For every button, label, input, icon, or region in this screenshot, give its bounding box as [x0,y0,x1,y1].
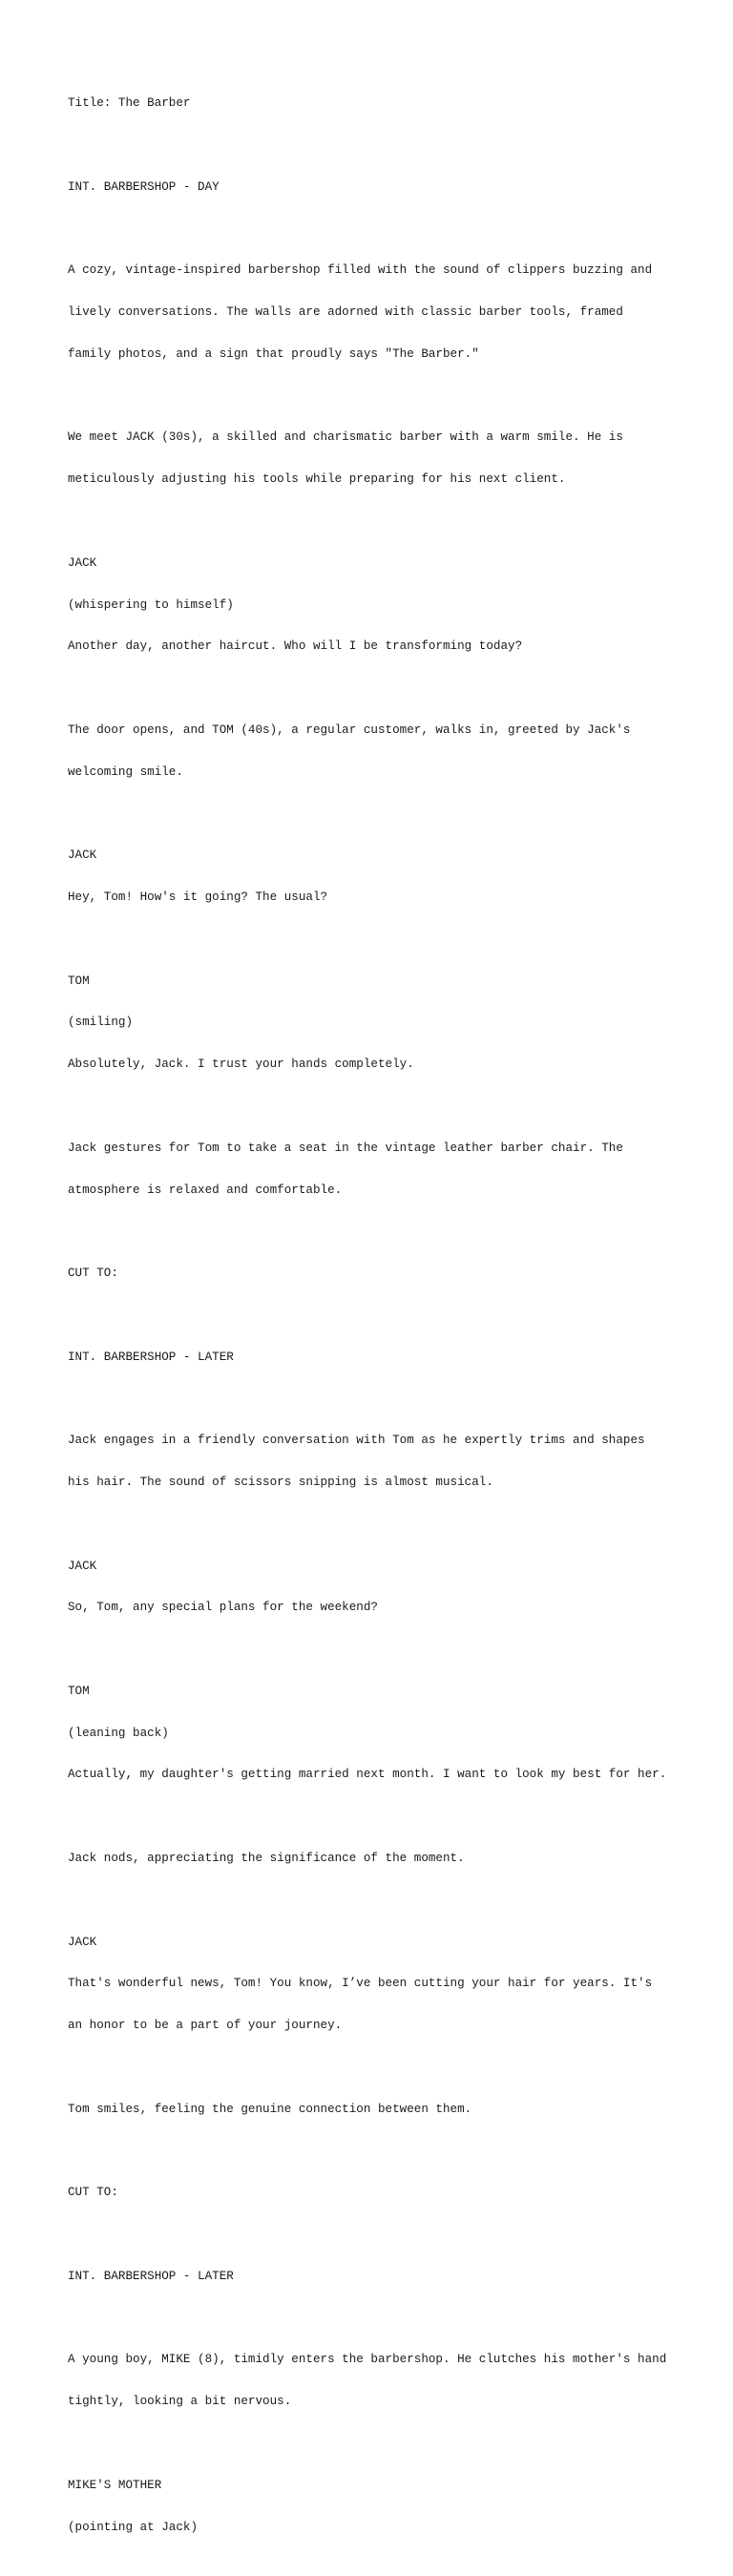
character-name: JACK [68,848,97,863]
dialogue-block [68,2451,717,2563]
dialogue-line: Actually, my daughter's getting married next month. I want to look my best for her. [68,1768,667,1782]
action-line: A young boy, MIKE (8), timidly enters the barbershop. He clutches his mother's hand [68,2353,667,2367]
dialogue-line: Another day, another haircut. Who will I be transforming today? [68,639,523,654]
action-paragraph [68,696,717,807]
action-paragraph [68,2325,717,2437]
character-name: MIKE'S MOTHER [68,2478,162,2492]
action-line: family photos, and a sign that proudly says "The Barber." [68,346,479,361]
action-line: lively conversations. The walls are adorned with classic barber tools, framed [68,305,623,320]
action-paragraph [68,2075,717,2145]
action-paragraph [68,1824,717,1894]
action-paragraph [68,1114,717,1225]
action-line: Tom smiles, feeling the genuine connection between them. [68,2102,472,2116]
action-line: atmosphere is relaxed and comfortable. [68,1183,343,1197]
action-line: welcoming smile. [68,764,183,779]
title-line [68,69,717,138]
transition [68,1239,717,1309]
character-name: JACK [68,555,97,570]
character-name: TOM [68,1684,90,1698]
action-line: Jack engages in a friendly conversation with Tom as he expertly trims and shapes [68,1434,645,1448]
dialogue-line: an honor to be a part of your journey. [68,2019,343,2033]
screenplay-text [68,69,717,2576]
character-name: TOM [68,974,90,988]
action-paragraph [68,236,717,389]
dialogue-line: Hey, Tom! How's it going? The usual? [68,890,328,905]
dialogue-line: So, Tom, any special plans for the weekend? [68,1601,378,1615]
title-text: Title: The Barber [68,96,191,111]
scene-heading [68,1322,717,1392]
parenthetical: (pointing at Jack) [68,2520,199,2534]
character-name: JACK [68,1559,97,1573]
dialogue-line: Absolutely, Jack. I trust your hands completely. [68,1058,414,1072]
dialogue-block [68,946,717,1100]
transition-text: CUT TO: [68,2186,118,2200]
transition-text: CUT TO: [68,1267,118,1281]
parenthetical: (whispering to himself) [68,597,234,612]
parenthetical: (smiling) [68,1016,134,1030]
scene-heading-text: INT. BARBERSHOP - LATER [68,2269,234,2283]
scene-heading-text: INT. BARBERSHOP - DAY [68,179,220,194]
action-line: meticulously adjusting his tools while preparing for his next client. [68,472,566,487]
transition [68,2158,717,2228]
action-line: The door opens, and TOM (40s), a regular customer, walks in, greeted by Jack's [68,723,631,737]
parenthetical: (leaning back) [68,1726,169,1740]
dialogue-block [68,1531,717,1643]
dialogue-block [68,1907,717,2061]
scene-heading-text: INT. BARBERSHOP - LATER [68,1350,234,1364]
action-line: tightly, looking a bit nervous. [68,2395,292,2409]
dialogue-block [68,821,717,932]
dialogue-block [68,1657,717,1811]
action-line: Jack gestures for Tom to take a seat in the vintage leather barber chair. The [68,1141,623,1155]
scene-heading [68,153,717,222]
action-paragraph [68,1406,717,1518]
action-line: A cozy, vintage-inspired barbershop filled with the sound of clippers buzzing and [68,263,653,278]
action-line: We meet JACK (30s), a skilled and charismatic barber with a warm smile. He is [68,430,623,445]
character-name: JACK [68,1935,97,1949]
action-line: Jack nods, appreciating the significance of the moment. [68,1852,465,1865]
scene-heading [68,2242,717,2312]
action-paragraph [68,403,717,514]
action-line: his hair. The sound of scissors snipping is almost musical. [68,1475,493,1489]
dialogue-line: That's wonderful news, Tom! You know, I’ve been cutting your hair for years. It's [68,1977,653,1991]
dialogue-block [68,529,717,682]
